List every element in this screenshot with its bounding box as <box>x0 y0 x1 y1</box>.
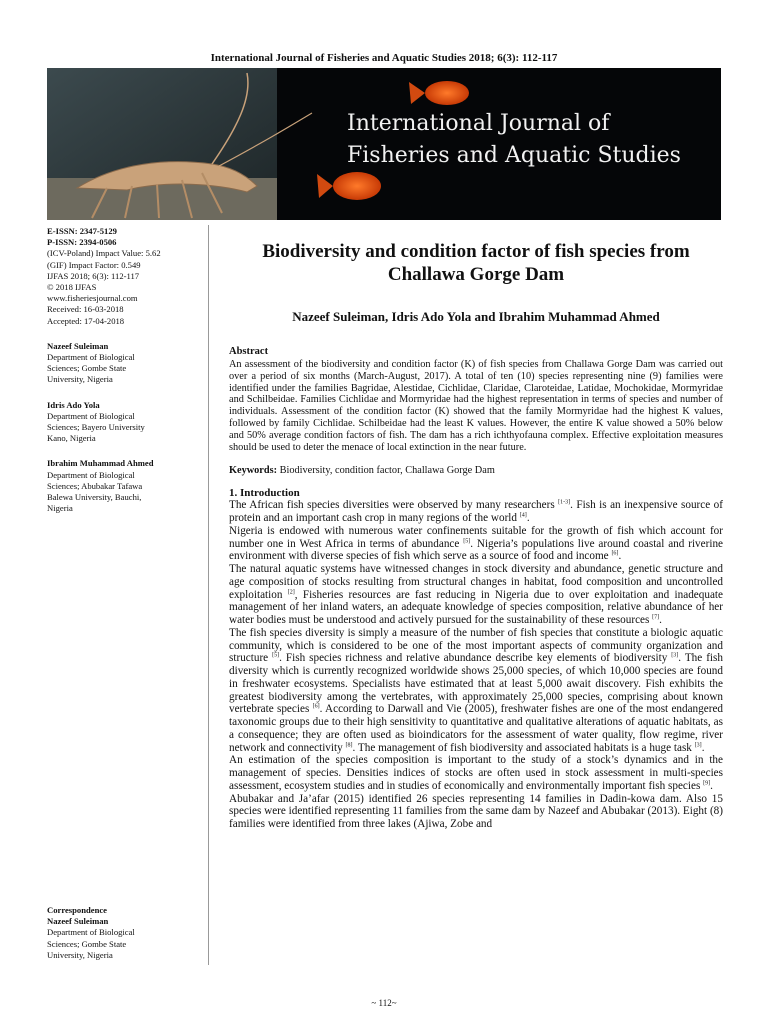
icv-impact: (ICV-Poland) Impact Value: 5.62 <box>47 248 161 259</box>
correspondence-name: Nazeef Suleiman <box>47 916 109 927</box>
abstract-text: An assessment of the biodiversity and condition factor (K) of fish species from Challawa Gorge Dam was carried out over a period of six months (March-August, 2017). A total of ten (10) species representing nine (9) families were identified under the families Bagridae, Alestidae, Cichlidae, Claridae, Claroteidae, Latidae, Mochokidae, Mormyridae and Schilbeidae. Families Cichlidae and Mormyridae had the highest representation in terms of species and number of individuals. Assessment of the condition factor (K) showed that the family Mormyridae had the highest K values, followed by family Cichlidae. Schilbeidae had the least K values. However, the entire K value showed a 50% below and 50% average condition factors of fish. The dam has a rich ichthyofauna complex. Effective exploitation measures should be used to deter the menace of local extinction in the near future. <box>229 359 723 453</box>
journal-meta <box>47 226 205 327</box>
affiliation-line: Department of Biological <box>47 469 135 480</box>
text-span: , Fisheries resources are fast reducing in Nigeria due to over exploitation and inadequate management of her inland waters, an adequate knowledge of species composition, relative abundance of her water bodies must be understood and actively pursued for the sustainability of these resources <box>229 588 723 627</box>
paragraph-6: Abubakar and Ja’afar (2015) identified 26 species representing 14 families in Dadin-kowa dam. Also 15 species were identified representing 11 families from the same dam by Nazeef and Abubakar (2013). Eight (8) families were identified from three lakes (Ajiwa, Zobe and <box>229 792 723 831</box>
paragraph-2 <box>229 525 723 563</box>
citation-ref: [6] <box>312 703 320 710</box>
affiliation-name: Idris Ado Yola <box>47 399 100 410</box>
text-span: . Fish species richness and relative abundance describe key elements of biodiversity <box>279 652 672 665</box>
article-main <box>229 240 723 831</box>
affiliation-line: Kano, Nigeria <box>47 433 96 444</box>
citation-ref: [3] <box>671 652 679 659</box>
affiliation-line: Nigeria <box>47 503 73 514</box>
text-span: . The fish diversity which is currently recognized worldwide shows 25,000 species, of which 10,000 species are found in freshwater ecosystems. Specialists have estimated that at least 5,000 await discovery. Fish exhibits the greatest biodiversity among the vertebrates, with approximately 25,000 species, comprising about known vertebrate species <box>229 652 723 716</box>
affiliation-line: Sciences; Gombe State <box>47 363 127 374</box>
text-span: . <box>618 550 622 563</box>
authors: Nazeef Suleiman, Idris Ado Yola and Ibrahim Muhammad Ahmed <box>292 309 660 324</box>
citation-ref: [6] <box>611 550 619 557</box>
text-span: . <box>526 512 530 525</box>
citation-ref: [7] <box>652 614 660 621</box>
citation-ref: [4] <box>519 512 527 519</box>
affiliation-1 <box>47 341 205 386</box>
eissn: E-ISSN: 2347-5129 <box>47 226 117 236</box>
banner-title-line1: International Journal of <box>347 111 610 136</box>
title-line1: Biodiversity and condition factor of fish species from <box>262 241 690 262</box>
citation-ref: [9] <box>703 780 711 787</box>
citation-ref: [5] <box>272 652 280 659</box>
text-span: . <box>710 779 713 792</box>
affiliation-line: Sciences; Abubakar Tafawa <box>47 480 143 491</box>
text-span: An estimation of the species composition is important to the study of a stock’s dynamics and in the management of species. Densities indices of stocks are often used in stock assessment in multi-species assessment, ecosystem studies and in studies of economically and environmentally important fish species <box>229 754 723 792</box>
citation-ref: [1-3] <box>558 499 571 506</box>
accepted-date: Accepted: 17-04-2018 <box>47 315 125 326</box>
correspondence-line: Sciences; Gombe State <box>47 938 127 949</box>
received-date: Received: 16-03-2018 <box>47 304 124 315</box>
text-span: . <box>659 614 662 627</box>
citation-ref: [5] <box>463 537 471 544</box>
website-link[interactable]: www.fisheriesjournal.com <box>47 293 138 304</box>
keywords-label: Keywords: <box>229 465 278 477</box>
affiliation-2 <box>47 400 205 445</box>
article-title <box>229 240 723 286</box>
gif-impact: (GIF) Impact Factor: 0.549 <box>47 259 141 270</box>
citation-ref: [2] <box>287 588 295 595</box>
keywords <box>229 465 723 476</box>
paragraph-3 <box>229 563 723 627</box>
affiliation-line: Department of Biological <box>47 410 135 421</box>
title-line2: Challawa Gorge Dam <box>387 264 565 285</box>
text-span: Nigeria is endowed with numerous water confinements suitable for the growth of fish which account for number one in West Africa in terms of abundance <box>229 524 723 550</box>
text-span: The fish species diversity is simply a measure of the number of fish species that constitute a biologic aquatic community, which is considered to be one of the most important aspects of community organization and structure <box>229 626 723 665</box>
running-head: International Journal of Fisheries and Aquatic Studies 2018; 6(3): 112-117 <box>210 52 558 64</box>
column-divider <box>208 225 209 965</box>
text-span: . Nigeria’s populations live around coastal and riverine environment with diverse species of fish which serve as a source of food and income <box>229 537 724 563</box>
citation-ref: [3] <box>694 741 702 748</box>
citation-ref: [8] <box>345 741 353 748</box>
banner-title <box>347 108 681 172</box>
text-span: . Fish is an inexpensive source of protein and an important cash crop in many regions of the world <box>229 499 723 525</box>
correspondence-line: University, Nigeria <box>47 949 113 960</box>
text-span: . According to Darwall and Vie (2005), freshwater fishes are one of the most endangered taxonomic groups due to their high sensitivity to quantitative and qualitative alterations of aquatic habitats, as a consequence; they are often used as bioindicators for the assessment of water quality, flow regime, river network and connectivity <box>229 703 723 754</box>
affiliation-3 <box>47 458 205 514</box>
ijfas-citation: IJFAS 2018; 6(3): 112-117 <box>47 270 140 281</box>
text-span: The natural aquatic systems have witnessed changes in stock diversity and abundance, genetic structure and age composition of stocks resulting from structural changes in habitat, food composition and uncontrolled exploitation <box>229 563 723 601</box>
text-span: The African fish species diversities were observed by many researchers <box>229 499 559 512</box>
correspondence <box>47 905 205 961</box>
paragraph-5 <box>229 754 723 792</box>
paragraph-1 <box>229 499 723 525</box>
journal-banner <box>47 68 721 220</box>
correspondence-line: Department of Biological <box>47 927 135 938</box>
affiliation-line: Balewa University, Bauchi, <box>47 492 142 503</box>
pissn: P-ISSN: 2394-0506 <box>47 237 117 248</box>
page-number: ~ 112~ <box>371 998 397 1008</box>
text-span: . <box>701 741 705 754</box>
copyright: © 2018 IJFAS <box>47 282 97 293</box>
text-span: . The management of fish biodiversity and associated habitats is a huge task <box>352 741 695 754</box>
affiliation-name: Nazeef Suleiman <box>47 340 109 351</box>
affiliation-line: Department of Biological <box>47 352 135 363</box>
abstract-heading: Abstract <box>229 346 269 357</box>
banner-title-line2: Fisheries and Aquatic Studies <box>347 143 681 168</box>
keywords-text: Biodiversity, condition factor, Challawa Gorge Dam <box>279 465 495 477</box>
affiliation-line: Sciences; Bayero University <box>47 422 145 433</box>
correspondence-label: Correspondence <box>47 905 107 915</box>
sidebar <box>47 226 205 514</box>
intro-heading: 1. Introduction <box>229 487 300 500</box>
intro-body <box>229 499 723 831</box>
affiliation-name: Ibrahim Muhammad Ahmed <box>47 458 154 469</box>
paragraph-4 <box>229 627 723 755</box>
affiliation-line: University, Nigeria <box>47 374 113 385</box>
